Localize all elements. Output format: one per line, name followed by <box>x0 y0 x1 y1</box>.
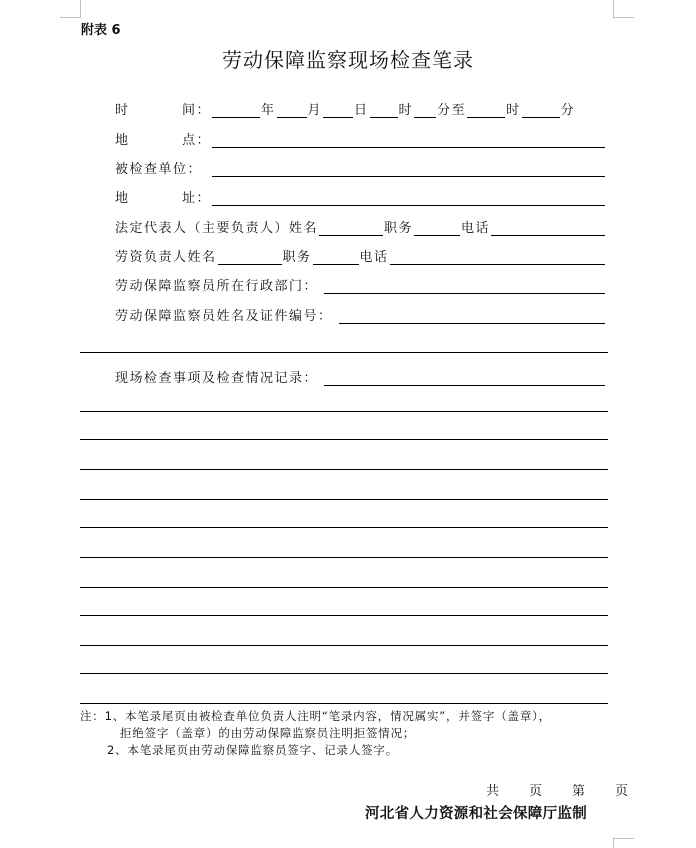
record-field[interactable] <box>324 371 605 386</box>
notes <box>80 708 551 759</box>
writing-line[interactable] <box>80 703 608 704</box>
writing-line[interactable] <box>80 615 608 616</box>
writing-line[interactable] <box>80 499 608 500</box>
wage-manager-position-field[interactable] <box>313 250 359 265</box>
place-field[interactable] <box>212 133 605 148</box>
note-2: 2、本笔录尾页由劳动保障监察员签字、记录人签字。 <box>107 743 399 757</box>
wage-manager-name-field[interactable] <box>218 250 282 265</box>
inspector-dept-row: 劳动保障监察员所在行政部门： <box>115 274 606 294</box>
inspector-id-row: 劳动保障监察员姓名及证件编号： <box>115 304 606 324</box>
writing-line[interactable] <box>80 411 608 412</box>
wage-manager-row: 劳资负责人姓名 职务 电话 <box>115 245 606 265</box>
writing-line[interactable] <box>80 673 608 674</box>
legal-rep-name-field[interactable] <box>319 221 383 236</box>
inspected-unit-row: 被检查单位： <box>115 157 606 177</box>
legal-rep-position-field[interactable] <box>414 221 460 236</box>
page-corner-mark <box>60 0 81 18</box>
inspector-dept-field[interactable] <box>324 279 605 294</box>
minute-end-field[interactable] <box>522 103 560 118</box>
hour-start-field[interactable] <box>370 103 398 118</box>
legal-rep-phone-field[interactable] <box>491 221 605 236</box>
writing-line[interactable] <box>80 557 608 558</box>
day-field[interactable] <box>323 103 353 118</box>
record-row: 现场检查事项及检查情况记录： <box>115 366 606 386</box>
annex-label: 附表 6 <box>81 23 121 38</box>
page-counter: 共 页 第 页 <box>486 784 629 799</box>
year-field[interactable] <box>212 103 260 118</box>
hour-end-field[interactable] <box>467 103 505 118</box>
minute-start-field[interactable] <box>414 103 436 118</box>
legal-rep-row: 法定代表人（主要负责人）姓名 职务 电话 <box>115 216 606 236</box>
inspector-id-field[interactable] <box>339 309 605 324</box>
issuer: 河北省人力资源和社会保障厅监制 <box>365 806 587 822</box>
writing-line[interactable] <box>80 469 608 470</box>
writing-line[interactable] <box>80 527 608 528</box>
writing-line[interactable] <box>80 352 608 353</box>
note-1-cont: 拒绝签字（盖章）的由劳动保障监察员注明拒签情况； <box>120 726 416 740</box>
inspected-unit-field[interactable] <box>212 162 605 177</box>
page-corner-mark <box>613 0 634 18</box>
month-field[interactable] <box>277 103 307 118</box>
place-row: 地 点： <box>115 128 606 148</box>
time-label: 时 <box>115 103 130 118</box>
page-title: 劳动保障监察现场检查笔录 <box>222 48 474 72</box>
address-field[interactable] <box>212 191 605 206</box>
writing-line[interactable] <box>80 645 608 646</box>
writing-line[interactable] <box>80 587 608 588</box>
wage-manager-phone-field[interactable] <box>390 250 605 265</box>
writing-line[interactable] <box>80 439 608 440</box>
time-row: 时 间： 年 月 日 时 分至 时 分 <box>115 98 606 118</box>
note-1: 注：1、本笔录尾页由被检查单位负责人注明“笔录内容，情况属实”，并签字（盖章）， <box>80 709 551 723</box>
address-row: 地 址： <box>115 186 606 206</box>
